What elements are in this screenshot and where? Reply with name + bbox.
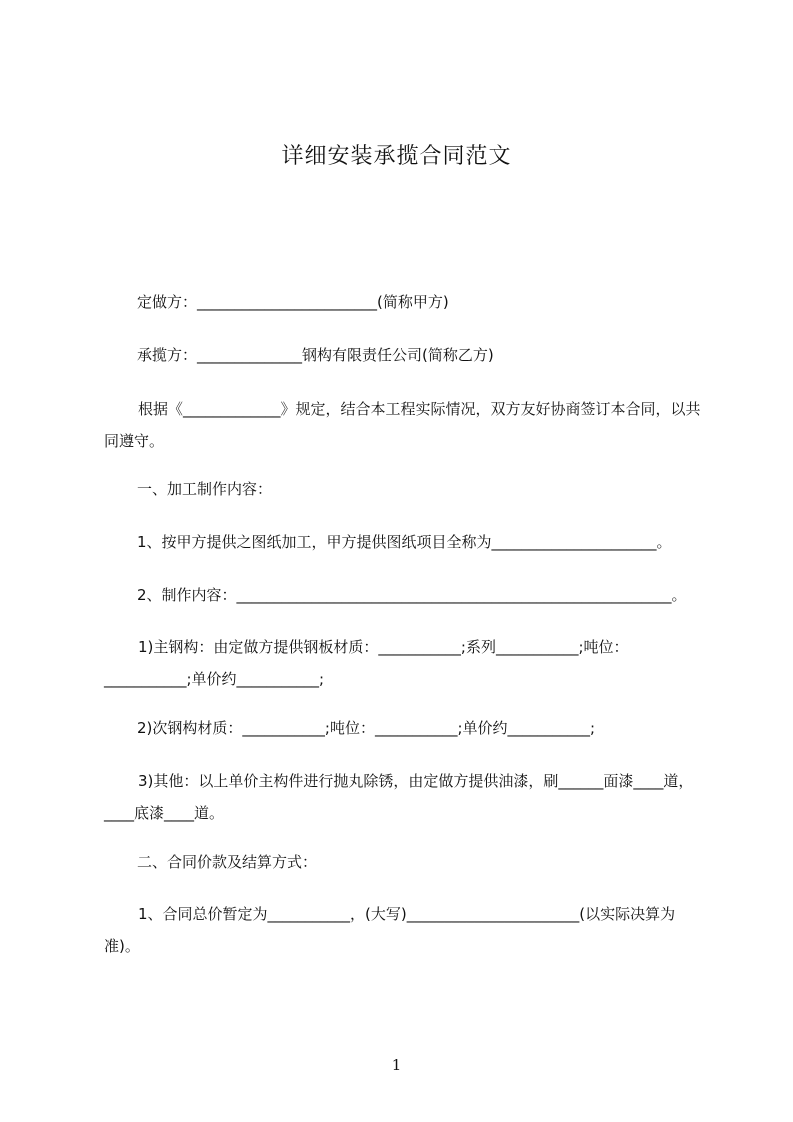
section-2-heading: 二、合同价款及结算方式： <box>137 853 318 871</box>
basis-paragraph: 根据《_____________》规定，结合本工程实际情况，双方友好协商签订本合同，以共同遵守。 <box>104 400 701 450</box>
party-b-line: 承揽方：______________钢构有限责任公司(简称乙方) <box>137 346 494 364</box>
secondary-steel-line: 2)次钢构材质：___________;吨位：___________;单价约___________; <box>137 719 596 737</box>
page-number: 1 <box>391 1056 402 1074</box>
section-1-item-2: 2、制作内容：__________________________________________________________。 <box>137 586 687 604</box>
main-steel-paragraph: 1)主钢构：由定做方提供钢板材质：___________;系列___________;吨位：___________;单价约___________; <box>104 638 629 688</box>
party-a-line: 定做方：________________________(简称甲方) <box>137 293 449 311</box>
section-1-item-1: 1、按甲方提供之图纸加工，甲方提供图纸项目全称为______________________。 <box>137 533 672 551</box>
section-2-item-1: 1、合同总价暂定为___________，(大写)_______________________(以实际决算为准)。 <box>104 905 676 955</box>
document-title: 详细安装承揽合同范文 <box>281 144 512 169</box>
section-1-heading: 一、加工制作内容： <box>137 480 273 498</box>
other-paragraph: 3)其他：以上单价主构件进行抛丸除锈，由定做方提供油漆，刷______面漆____道，____底漆____道。 <box>104 772 694 822</box>
